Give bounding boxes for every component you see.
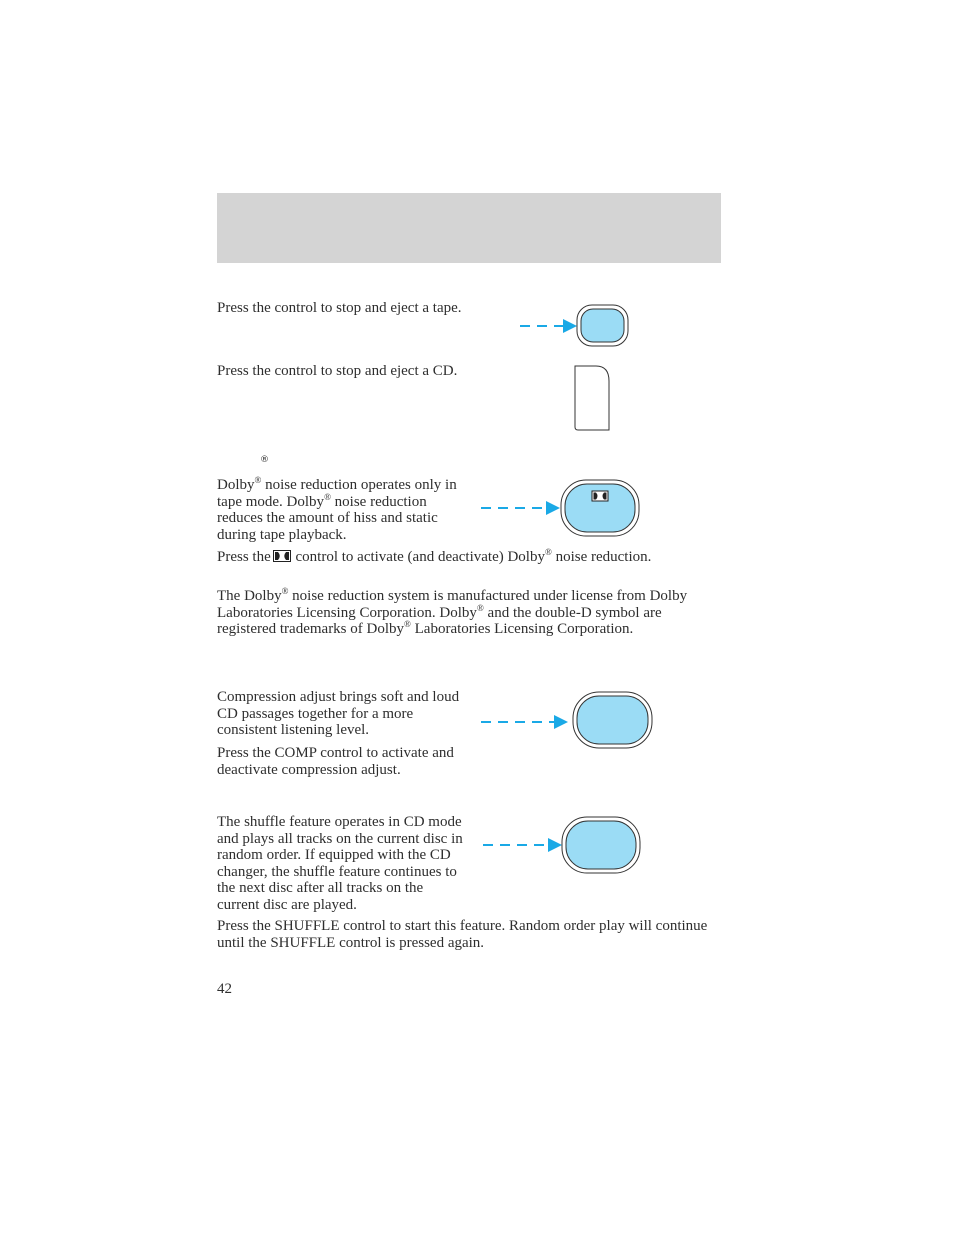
compression-illustration	[478, 690, 658, 752]
dolby-nr-button[interactable]	[561, 480, 639, 536]
shuffle-paragraph-2: Press the SHUFFLE control to start this feature. Random order play will continue until the SHUFFLE control is pressed again.	[217, 918, 708, 951]
shuffle-button[interactable]	[562, 817, 640, 873]
shuffle-paragraph-1: The shuffle feature operates in CD mode and plays all tracks on the current disc in random order. If equipped with the CD changer, the shuffle feature continues to the next disc after all tracks on the current disc are played.	[217, 814, 722, 913]
dolby-double-d-icon	[592, 491, 608, 501]
dolby-paragraph-2: Press the control to activate (and deactivate) Dolby® noise reduction.	[217, 547, 652, 565]
compression-paragraph-2: Press the COMP control to activate and deactivate compression adjust.	[217, 745, 454, 778]
cd-eject-text: Press the control to stop and eject a CD.	[217, 363, 458, 379]
dashed-arrow-icon	[481, 715, 568, 729]
dashed-arrow-icon	[483, 838, 562, 852]
dolby-paragraph-3: The Dolby® noise reduction system is manufactured under license from Dolby Laboratories Licensing Corporation. Dolby® and the double-D symbol are registered trademarks of Dolby® Laboratories Licensing Corporation.	[217, 586, 688, 637]
dolby-double-d-icon	[273, 550, 291, 562]
dolby-paragraph-1: Dolby® noise reduction operates only in tape mode. Dolby® noise reduction reduces the amount of hiss and static during tape playback.	[217, 475, 457, 543]
cd-eject-button[interactable]	[574, 365, 612, 432]
compression-paragraph-1: Compression adjust brings soft and loud CD passages together for a more consistent listening level.	[217, 689, 460, 738]
tape-eject-button[interactable]	[577, 305, 628, 346]
shuffle-illustration	[478, 815, 648, 877]
comp-button[interactable]	[573, 692, 652, 748]
tape-eject-text: Press the control to stop and eject a tape.	[217, 300, 462, 316]
section-header-band	[217, 193, 721, 263]
dolby-illustration	[478, 478, 648, 540]
dashed-arrow-icon	[481, 501, 560, 515]
dolby-heading-reg-mark: ®	[260, 455, 269, 465]
tape-eject-illustration	[515, 300, 635, 352]
dashed-arrow-icon	[520, 319, 577, 333]
page-number: 42	[217, 981, 232, 997]
